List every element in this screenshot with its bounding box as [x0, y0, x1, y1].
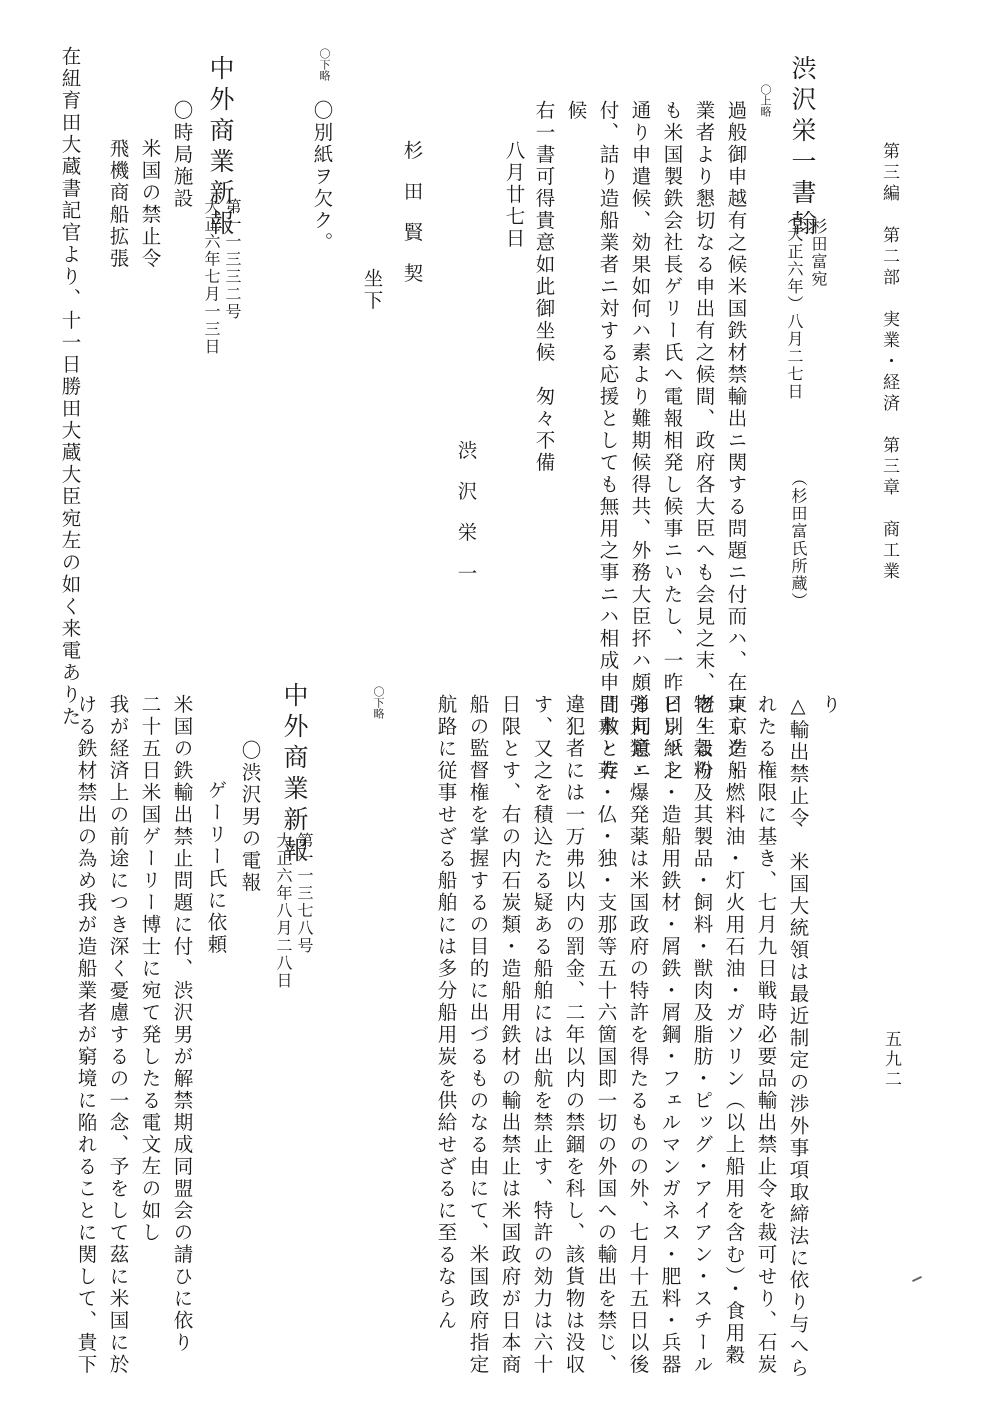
- article1-line-6: 物・穀粉及其製品・飼料・獣肉及脂肪・ピッグ・アイアン・スチール: [690, 694, 714, 1376]
- article1-section: 〇時局施設: [170, 100, 194, 210]
- article1-line-13: 船の監督権を掌握するの目的に出づるものなる由にて、米国政府指定: [466, 694, 490, 1376]
- article1-line-7: ビレット・造船用鉄材・屑鉄・屑鋼・フェルマンガネス・肥料・兵器: [658, 694, 682, 1376]
- article1-omit-bottom: 〇下略: [372, 686, 385, 719]
- letter-line-2: 業者より懇切なる申出有之候間、政府各大臣へも会見之末、老生より: [692, 100, 716, 782]
- letter-honorific: 坐下: [360, 268, 384, 312]
- letter-sender: 渋 沢 栄 一: [454, 440, 478, 584]
- article1-line-9: 日本・英・仏・独・支那等五十六箇国即一切の外国への輸出を禁じ、: [594, 694, 618, 1376]
- letter-line-7: 右一書可得貴意如此御坐候 匆々不備: [532, 100, 556, 474]
- article1-headline-1: 米国の禁止令: [138, 138, 162, 270]
- article2-line-4: ける鉄材禁出の為め我が造船業者が窮境に陥れることに関して、貴下: [74, 694, 98, 1376]
- article1-line-1: 在紐育田大蔵書記官より、十一日勝田大蔵大臣宛左の如く来電ありた: [58, 46, 82, 728]
- page-number: 五九二: [881, 1030, 901, 1090]
- article2-section: 〇渋沢男の電報: [238, 740, 262, 894]
- article2-headline: ゲーリー氏に依頼: [204, 780, 228, 956]
- attachment-note: 〇別紙ヲ欠ク。: [310, 100, 334, 254]
- letter-addressee: 杉 田 賢 契: [400, 140, 424, 284]
- article1-line-3: △輸出禁止令 米国大統領は最近制定の渉外事項取締法に依り与へら: [786, 694, 810, 1380]
- article2-paper: 中外商業新報: [280, 682, 309, 868]
- article2-line-1: 米国の鉄輸出禁止問題に付、渋沢男が解禁期成同盟会の請ひに依り: [170, 694, 194, 1354]
- omit-top-note: 〇上略: [759, 84, 772, 117]
- scan-mark: [912, 1276, 922, 1282]
- article1-line-10: 違犯者には一万弗以内の罰金、二年以内の禁錮を科し、該貨物は没収: [562, 694, 586, 1376]
- article2-issue-date: 大正六年八月二八日: [274, 832, 293, 990]
- article1-headline-2: 飛機商船拡張: [106, 138, 130, 270]
- running-header: 第三編 第二部 実業・経済 第三章 商工業: [879, 142, 899, 583]
- article1-line-2: り: [818, 694, 842, 716]
- article2-line-3: 我が経済上の前途につき深く憂慮するの一念、予をして茲に米国に於: [106, 694, 130, 1376]
- letter-date-line: （大正六年）八月二七日: [785, 208, 804, 401]
- letter-recipient: 杉田富宛: [809, 218, 828, 288]
- letter-title: 渋沢栄一書翰: [788, 55, 817, 241]
- article1-paper: 中外商業新報: [206, 55, 235, 241]
- article1-line-11: す、又之を積込たる疑ある船舶には出航を禁止す、特許の効力は六十: [530, 694, 554, 1376]
- article1-line-4: れたる権限に基き、七月九日戦時必要品輸出禁止令を裁可せり、石炭: [754, 694, 778, 1376]
- letter-date: 八月廿七日: [502, 140, 526, 250]
- article1-line-14: 航路に従事せざる船舶には多分船用炭を供給せざるに至るならん: [434, 694, 458, 1332]
- letter-line-5: 付、詰り造船業者ニ対する応援としても無用之事ニハ相成申間敷と存: [596, 100, 620, 782]
- article1-line-8: 弾丸類・爆発薬は米国政府の特許を得たるものの外、七月十五日以後: [626, 694, 650, 1376]
- article1-issue-date: 大正六年七月一三日: [202, 198, 221, 356]
- letter-line-4: 通り申遣候、効果如何ハ素より難期候得共、外務大臣抔ハ頗る同意ニ: [628, 100, 652, 782]
- article2-issue: 第一一三七八号: [295, 832, 314, 955]
- letter-line-3: も米国製鉄会社長ゲリー氏へ電報相発し候事ニいたし、一昨日別紙之: [660, 100, 684, 782]
- article1-issue: 第一一三三二号: [223, 198, 242, 321]
- letter-line-1: 過般御申越有之候米国鉄材禁輸出ニ関する問題ニ付而ハ、在東京造船: [724, 100, 748, 782]
- omit-bottom-note: 〇下略: [318, 48, 331, 81]
- letter-source: （杉田富氏所蔵）: [789, 470, 808, 610]
- article2-line-2: 二十五日米国ゲーリー博士に宛て発したる電文左の如し: [138, 694, 162, 1244]
- article1-line-12: 日限とす、右の内石炭類・造船用鉄材の輸出禁止は米国政府が日本商: [498, 694, 522, 1376]
- article1-line-5: コーク・燃料油・灯火用石油・ガソリン（以上船用を含む）・食用穀: [722, 694, 746, 1367]
- letter-line-6: 候: [564, 100, 588, 122]
